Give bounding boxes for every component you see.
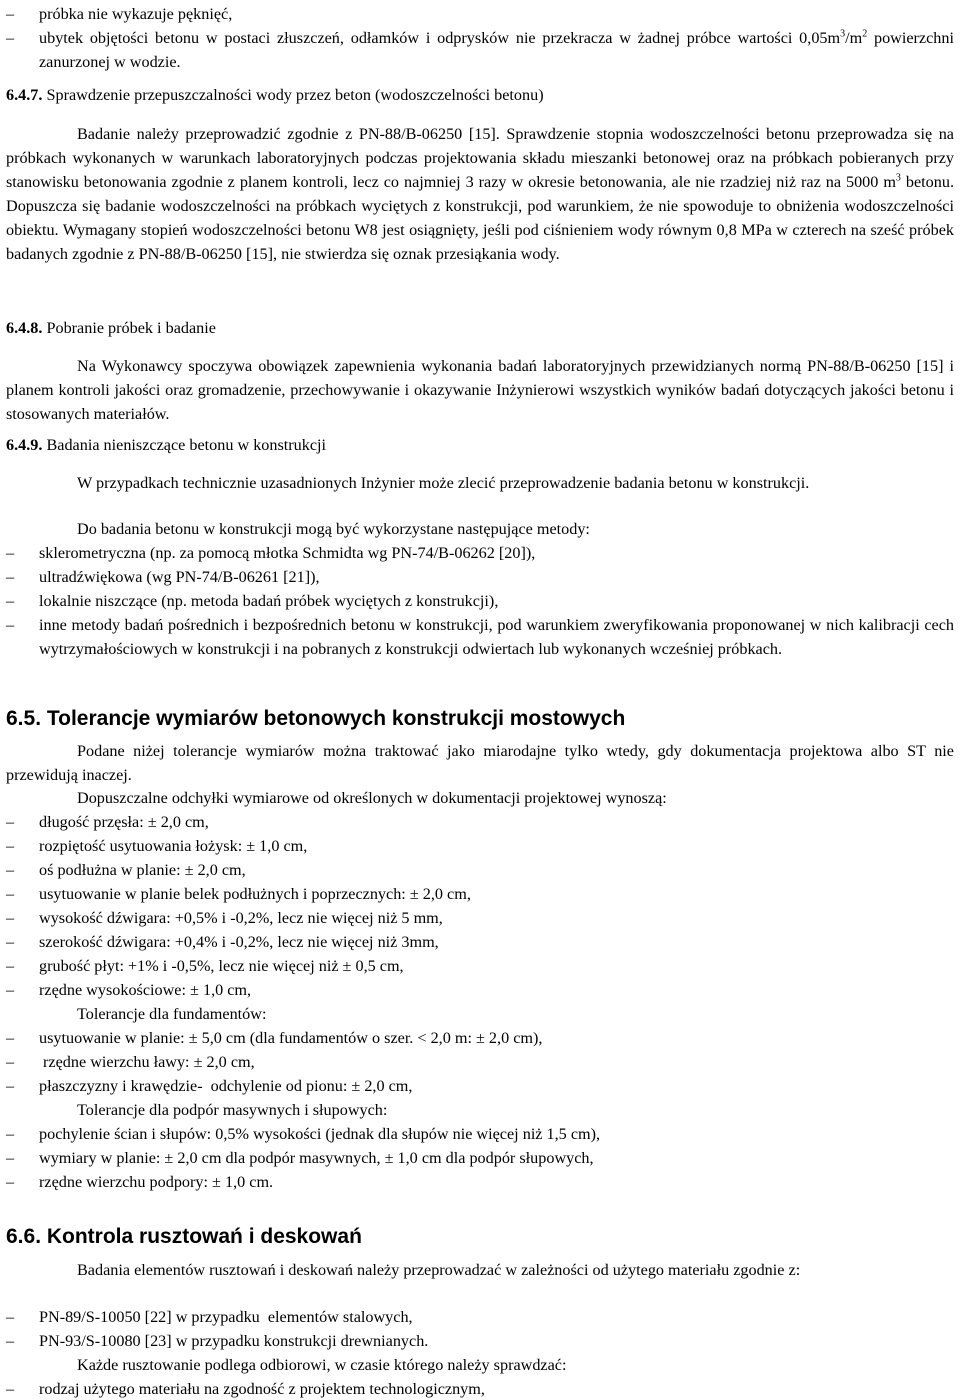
section-6-4-9-paragraph: W przypadkach technicznie uzasadnionych Inżynier może zlecić przeprowadzenie badania betonu w konstrukcji. [77, 474, 810, 492]
list-item: – usytuowanie w planie: ± 5,0 cm (dla fundamentów o szer. < 2,0 m: ± 2,0 cm), [6, 1026, 954, 1050]
section-6-4-9-heading [6, 433, 954, 457]
list-item: – sklerometryczna (np. za pomocą młotka Schmidta wg PN-74/B-06262 [20]), [6, 541, 954, 565]
section-6-4-8-paragraph: Na Wykonawcy spoczywa obowiązek zapewnienia wykonania badań laboratoryjnych przewidzianych normą PN-88/B-06250 [15] i planem kontroli jakości oraz gromadzenie, przechowywanie i okazywanie Inżynierowi wszystkich wyników badań dotyczących jakości betonu i stosowanych materiałów. [6, 357, 954, 423]
list-item: – pochylenie ścian i słupów: 0,5% wysokości (jednak dla słupów nie więcej niż 1,5 cm), [6, 1122, 954, 1146]
list-item: – inne metody badań pośrednich i bezpośrednich betonu w konstrukcji, pod warunkiem zweryfikowania proponowanej w nich kalibracji cech wytrzymałościowych w konstrukcji i na pobranych z konstrukcji odwiertach lub wykonanych wcześniej próbkach. [6, 613, 954, 661]
section-6-6-heading [6, 1222, 954, 1252]
list-item: – długość przęsła: ± 2,0 cm, [6, 810, 954, 834]
list-item: – płaszczyzny i krawędzie- odchylenie od pionu: ± 2,0 cm, [6, 1074, 954, 1098]
list-item: – ubytek objętości betonu w postaci złuszczeń, odłamków i odprysków nie przekracza w żadnej próbce wartości $0,05m^3/m^2$ powierzchni zanurzonej w wodzie. [6, 26, 954, 74]
standards-list [6, 1305, 954, 1400]
list-item: – lokalnie niszczące (np. metoda badań próbek wyciętych z konstrukcji), [6, 589, 954, 613]
methods-list [6, 541, 954, 661]
list-item: – rzędne wysokościowe: ± 1,0 cm, [6, 978, 954, 1002]
list-item: – grubość płyt: +1% i -0,5%, lecz nie więcej niż ± 0,5 cm, [6, 954, 954, 978]
list-item: – PN-89/S-10050 [22] w przypadku elementów stalowych, [6, 1305, 954, 1329]
subheading-supports: Tolerancje dla podpór masywnych i słupowych: [77, 1101, 388, 1119]
section-number: 6.4.8. [6, 319, 43, 337]
section-heading: 6.5. Tolerancje wymiarów betonowych konstrukcji mostowych [6, 707, 626, 730]
list-item: – rzędne wierzchu ławy: ± 2,0 cm, [6, 1050, 954, 1074]
list-item: – rozpiętość usytuowania łożysk: ± 1,0 cm, [6, 834, 954, 858]
section-title: Badania nieniszczące betonu w konstrukcji [46, 436, 327, 454]
list-item: – PN-93/S-10080 [23] w przypadku konstrukcji drewnianych. [6, 1329, 954, 1353]
section-6-5-heading [6, 704, 954, 734]
list-item: – usytuowanie w planie belek podłużnych i poprzecznych: ± 2,0 cm, [6, 882, 954, 906]
list-item: – rzędne wierzchu podpory: ± 1,0 cm. [6, 1170, 954, 1194]
tolerance-list-general [6, 810, 954, 1194]
list-item: – wysokość dźwigara: +0,5% i -0,2%, lecz nie więcej niż 5 mm, [6, 906, 954, 930]
section-6-4-7-paragraph: Badanie należy przeprowadzić zgodnie z PN-88/B-06250 [15]. Sprawdzenie stopnia wodoszczelności betonu przeprowadza się na próbkach wykonanych w warunkach laboratoryjnych podczas projektowania składu mieszanki betonowej oraz na próbkach pobieranych przy stanowisku betonowania zgodnie z planem kontroli, lecz co najmniej 3 razy w okresie betonowania, ale nie rzadziej niż raz na 5000 $m^3$ betonu. Dopuszcza się badanie wodoszczelności na próbkach wyciętych z konstrukcji, pod warunkiem, że nie spowoduje to obniżenia wodoszczelności obiektu. Wymagany stopień wodoszczelności betonu W8 jest osiągnięty, jeśli pod ciśnieniem wody równym 0,8 MPa w czterech na sześć próbek badanych zgodnie z PN-88/B-06250 [15], nie stwierdza się oznak przesiąkania wody. [6, 125, 954, 263]
list-item: – oś podłużna w planie: ± 2,0 cm, [6, 858, 954, 882]
section-title: Pobranie próbek i badanie [46, 319, 216, 337]
section-6-6-paragraph: Badania elementów rusztowań i deskowań należy przeprowadzać w zależności od użytego materiału zgodnie z: [77, 1261, 801, 1279]
top-bullet-list [6, 2, 954, 74]
section-number: 6.4.7. [6, 86, 43, 104]
section-number: 6.4.9. [6, 436, 43, 454]
section-6-5-paragraph: Podane niżej tolerancje wymiarów można traktować jako miarodajne tylko wtedy, gdy dokumentacja projektowa albo ST nie przewidują inaczej. [6, 742, 954, 784]
section-6-4-7-heading [6, 83, 954, 107]
list-item: – próbka nie wykazuje pęknięć, [6, 2, 954, 26]
subheading-foundations: Tolerancje dla fundamentów: [77, 1005, 267, 1023]
section-title: Sprawdzenie przepuszczalności wody przez beton (wodoszczelności betonu) [46, 86, 544, 104]
list-item: – szerokość dźwigara: +0,4% i -0,2%, lecz nie więcej niż 3mm, [6, 930, 954, 954]
section-6-5-deviations-intro: Dopuszczalne odchyłki wymiarowe od określonych w dokumentacji projektowej wynoszą: [77, 789, 667, 807]
section-6-4-9-methods-intro: Do badania betonu w konstrukcji mogą być wykorzystane następujące metody: [77, 520, 590, 538]
scaffold-acceptance-intro: Każde rusztowanie podlega odbiorowi, w czasie którego należy sprawdzać: [77, 1356, 567, 1374]
list-item: – rodzaj użytego materiału na zgodność z projektem technologicznym, [6, 1377, 954, 1400]
section-heading: 6.6. Kontrola rusztowań i deskowań [6, 1225, 362, 1248]
list-item: – wymiary w planie: ± 2,0 cm dla podpór masywnych, ± 1,0 cm dla podpór słupowych, [6, 1146, 954, 1170]
section-6-4-8-heading [6, 316, 954, 340]
list-item: – ultradźwiękowa (wg PN-74/B-06261 [21]), [6, 565, 954, 589]
